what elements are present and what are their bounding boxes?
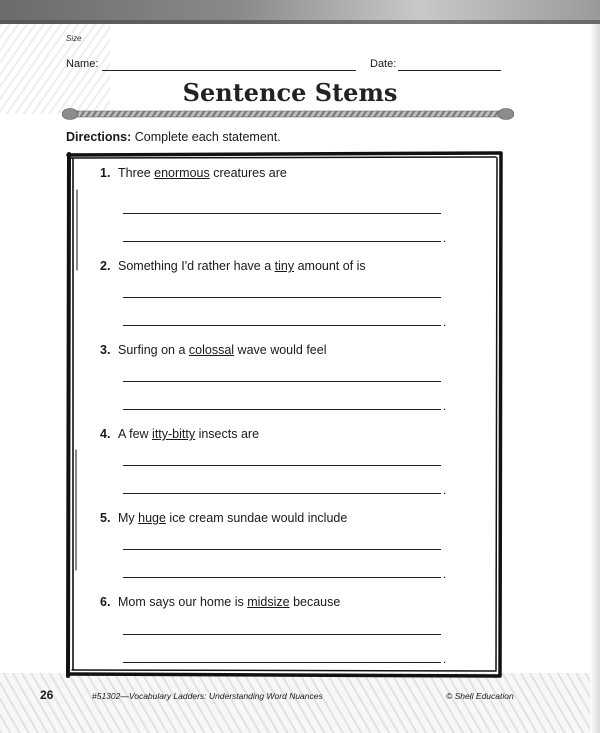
answer-line[interactable] bbox=[123, 409, 441, 410]
question-4: 4. A few itty-bitty insects are bbox=[100, 427, 260, 441]
target-word: midsize bbox=[247, 595, 290, 609]
page-edge-shadow bbox=[590, 24, 600, 733]
period: . bbox=[443, 399, 447, 413]
rope-divider bbox=[62, 107, 514, 121]
answer-line[interactable] bbox=[123, 325, 441, 326]
question-number: 3. bbox=[100, 343, 111, 357]
period: . bbox=[443, 483, 447, 497]
question-3: 3. Surfing on a colossal wave would feel bbox=[100, 343, 327, 357]
target-word: colossal bbox=[188, 343, 235, 357]
question-number: 2. bbox=[100, 259, 111, 273]
question-number: 4. bbox=[100, 427, 111, 441]
question-6: 6. Mom says our home is midsize because bbox=[100, 595, 341, 609]
name-label: Name: bbox=[66, 58, 99, 70]
answer-line[interactable] bbox=[123, 213, 441, 214]
target-word: tiny bbox=[274, 259, 295, 273]
directions bbox=[66, 130, 281, 144]
date-label: Date: bbox=[370, 58, 397, 70]
target-word: huge bbox=[138, 511, 166, 525]
answer-line[interactable] bbox=[123, 297, 441, 298]
period: . bbox=[443, 652, 447, 666]
top-decorative-band bbox=[0, 0, 600, 24]
question-1: 1. Three enormous creatures are bbox=[100, 166, 287, 180]
period: . bbox=[443, 567, 447, 581]
bottom-texture bbox=[0, 673, 600, 733]
page-number: 26 bbox=[40, 688, 54, 702]
directions-text: Complete each statement. bbox=[131, 130, 281, 144]
question-2: 2. Something I'd rather have a tiny amount of is bbox=[100, 259, 366, 273]
answer-line[interactable] bbox=[123, 241, 441, 242]
period: . bbox=[443, 315, 447, 329]
book-title: #51302—Vocabulary Ladders: Understanding Word Nuances bbox=[92, 691, 323, 701]
answer-line[interactable] bbox=[123, 493, 441, 494]
target-word: itty-bitty bbox=[152, 427, 196, 441]
size-label: Size bbox=[66, 34, 82, 43]
question-number: 1. bbox=[100, 166, 111, 180]
question-number: 5. bbox=[100, 511, 111, 525]
answer-line[interactable] bbox=[123, 549, 441, 550]
target-word: enormous bbox=[154, 166, 210, 180]
answer-line[interactable] bbox=[123, 381, 441, 382]
question-number: 6. bbox=[100, 595, 111, 609]
answer-line[interactable] bbox=[123, 577, 441, 578]
date-field[interactable] bbox=[398, 70, 501, 71]
answer-line[interactable] bbox=[123, 465, 441, 466]
question-5: 5. My huge ice cream sundae would include bbox=[100, 511, 348, 525]
page-title: Sentence Stems bbox=[182, 78, 398, 107]
publisher: © Shell Education bbox=[446, 691, 514, 701]
period: . bbox=[443, 231, 447, 245]
directions-label: Directions: bbox=[66, 130, 132, 144]
name-field[interactable] bbox=[102, 70, 356, 71]
answer-line[interactable] bbox=[123, 662, 441, 663]
answer-line[interactable] bbox=[123, 634, 441, 635]
